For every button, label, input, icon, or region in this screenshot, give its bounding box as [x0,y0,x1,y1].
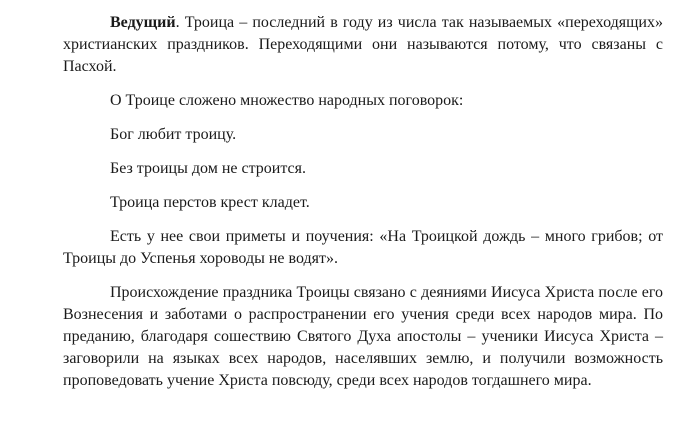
speaker-label: Ведущий [110,14,176,31]
paragraph-omens: Есть у нее свои приметы и поучения: «На Троицкой дождь – много грибов; от Троицы до Успенья хороводы не водят». [63,228,663,267]
paragraph-sayings-intro: О Троице сложено множество народных поговорок: [110,92,464,109]
saying-3: Троица перстов крест кладет. [110,194,310,211]
paragraph-origin: Происхождение праздника Троицы связано с деяниями Иисуса Христа после его Вознесения и заботами о распространении его учения среди всех народов мира. По преданию, благодаря сошествию Святого Духа апостолы – ученики Иисуса Христа – заговорили на языках всех народов, населявших землю, и получили возможность проповедовать учение Христа повсюду, среди всех народов тогдашнего мира. [63,284,663,389]
saying-1: Бог любит троицу. [110,126,237,143]
saying-2: Без троицы дом не строится. [110,160,306,177]
paragraph-intro [63,12,663,78]
document-page [63,12,663,392]
intro-text: . Троица – последний в году из числа так называемых «переходящих» христианских праздников. Переходящими они называются потому, что связаны с Пасхой. [63,14,663,75]
